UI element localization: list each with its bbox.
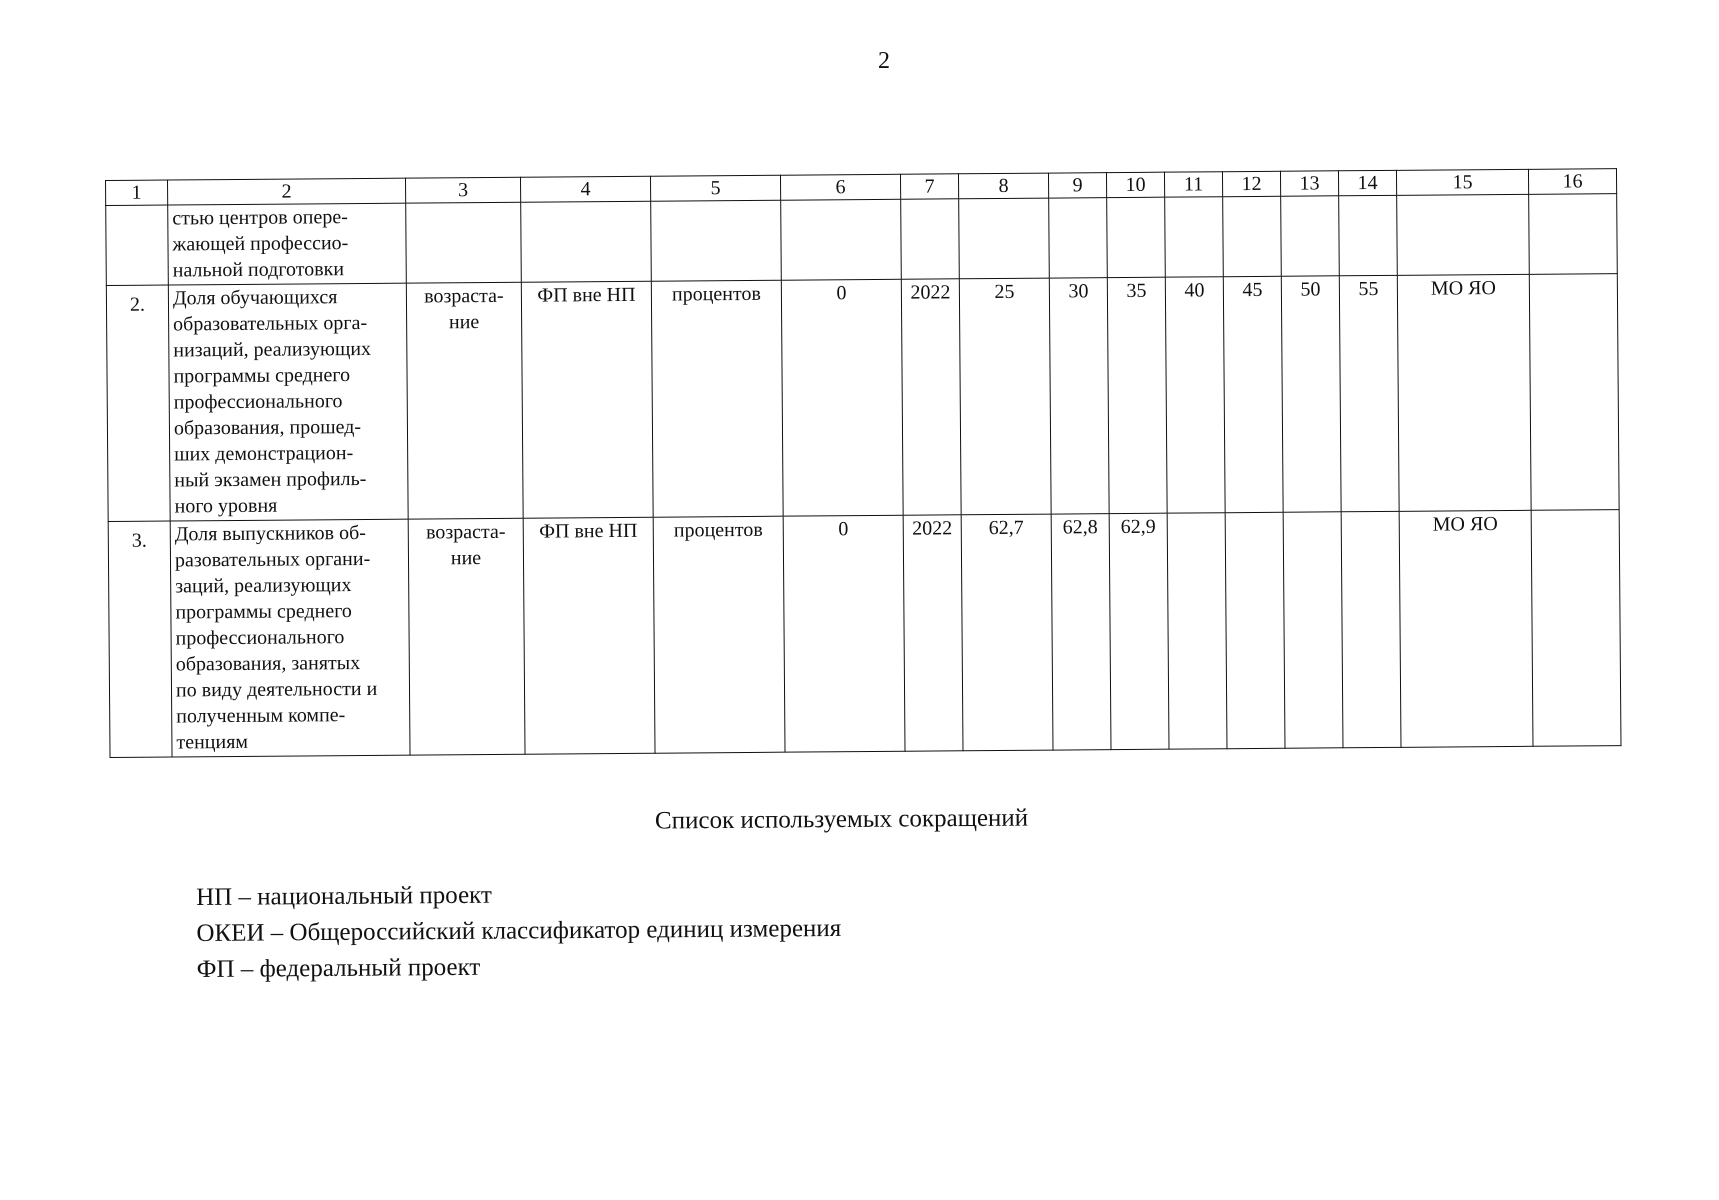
value-cell: 62,8 — [1051, 514, 1111, 750]
value-cell — [1107, 197, 1166, 277]
trend-cell: возраста- ние — [406, 282, 523, 519]
value-cell: 35 — [1107, 277, 1167, 513]
level-cell: ФП вне НП — [521, 281, 653, 518]
column-number: 12 — [1222, 171, 1280, 196]
table-row — [106, 194, 1618, 286]
indicator-name-cell: стью центров опере- жающей профессио- нальной подготовки — [168, 203, 407, 285]
row-number-cell — [106, 205, 169, 285]
unit-cell: процентов — [653, 516, 785, 753]
column-number: 1 — [106, 180, 168, 205]
notes-cell — [1531, 510, 1621, 747]
value-cell: 45 — [1223, 276, 1283, 512]
abbreviation-item: НП – национальный проект — [196, 881, 492, 911]
row-number-cell: 3. — [108, 521, 172, 757]
unit-cell: процентов — [651, 280, 783, 517]
column-number: 2 — [168, 178, 406, 205]
trend-cell — [406, 202, 522, 283]
value-cell — [1165, 197, 1224, 277]
abbreviation-item: ФП – федеральный проект — [196, 953, 481, 983]
value-cell: 55 — [1339, 275, 1399, 511]
level-cell: ФП вне НП — [523, 517, 655, 754]
value-cell: 50 — [1281, 276, 1341, 512]
trend-cell: возраста- ние — [408, 518, 525, 755]
value-cell — [1341, 511, 1401, 747]
abbreviations-list — [196, 875, 842, 988]
column-number: 4 — [520, 176, 650, 202]
base-year-cell: 2022 — [901, 279, 961, 515]
indicators-table-wrapper — [105, 168, 1621, 758]
notes-cell — [1529, 194, 1618, 275]
responsible-cell — [1397, 194, 1530, 275]
column-number: 7 — [900, 174, 958, 199]
column-number: 13 — [1280, 171, 1338, 196]
responsible-cell: МО ЯО — [1397, 274, 1531, 511]
base-value-cell — [781, 199, 902, 280]
row-number-cell: 2. — [106, 285, 170, 521]
column-number: 14 — [1338, 170, 1396, 195]
column-number: 5 — [650, 175, 780, 201]
value-cell: 62,7 — [961, 514, 1053, 751]
value-cell — [1225, 512, 1285, 748]
responsible-cell: МО ЯО — [1399, 510, 1533, 747]
base-value-cell: 0 — [783, 515, 905, 752]
value-cell: 25 — [959, 278, 1051, 515]
value-cell — [1049, 198, 1108, 278]
column-number: 3 — [405, 177, 520, 203]
column-number: 10 — [1106, 172, 1164, 197]
base-year-cell — [901, 199, 960, 279]
value-cell — [959, 198, 1050, 279]
value-cell: 40 — [1165, 277, 1225, 513]
level-cell — [521, 201, 652, 282]
table-row — [106, 274, 1619, 522]
value-cell — [1339, 195, 1398, 275]
indicator-name-cell: Доля выпускников об- разовательных органи- заций, реализующих программы среднего профессионального образования, занятых по виду деятельности и полученным компе- тенциям — [170, 519, 410, 757]
abbreviations-heading: Список используемых сокращений — [654, 804, 1029, 835]
column-number: 16 — [1528, 169, 1616, 195]
base-value-cell: 0 — [781, 279, 903, 516]
value-cell — [1223, 196, 1282, 276]
base-year-cell: 2022 — [903, 515, 963, 751]
notes-cell — [1529, 274, 1619, 511]
indicators-table — [105, 168, 1621, 758]
column-number: 8 — [958, 173, 1048, 199]
column-number: 11 — [1164, 172, 1222, 197]
column-number: 15 — [1396, 169, 1528, 195]
column-number: 9 — [1048, 173, 1106, 198]
value-cell — [1281, 196, 1340, 276]
unit-cell — [651, 200, 782, 281]
column-number: 6 — [780, 174, 900, 200]
value-cell — [1283, 512, 1343, 748]
value-cell: 30 — [1049, 278, 1109, 514]
page-number: 2 — [878, 48, 890, 74]
table-row — [108, 510, 1621, 758]
indicator-name-cell: Доля обучающихся образовательных орга- низаций, реализующих программы среднего профессионального образования, прошед- ших демонстрацион- ный экзамен профиль- ного уровня — [168, 283, 408, 521]
value-cell: 62,9 — [1109, 513, 1169, 749]
value-cell — [1167, 513, 1227, 749]
abbreviation-item: ОКЕИ – Общероссийский классификатор единиц измерения — [196, 914, 842, 947]
